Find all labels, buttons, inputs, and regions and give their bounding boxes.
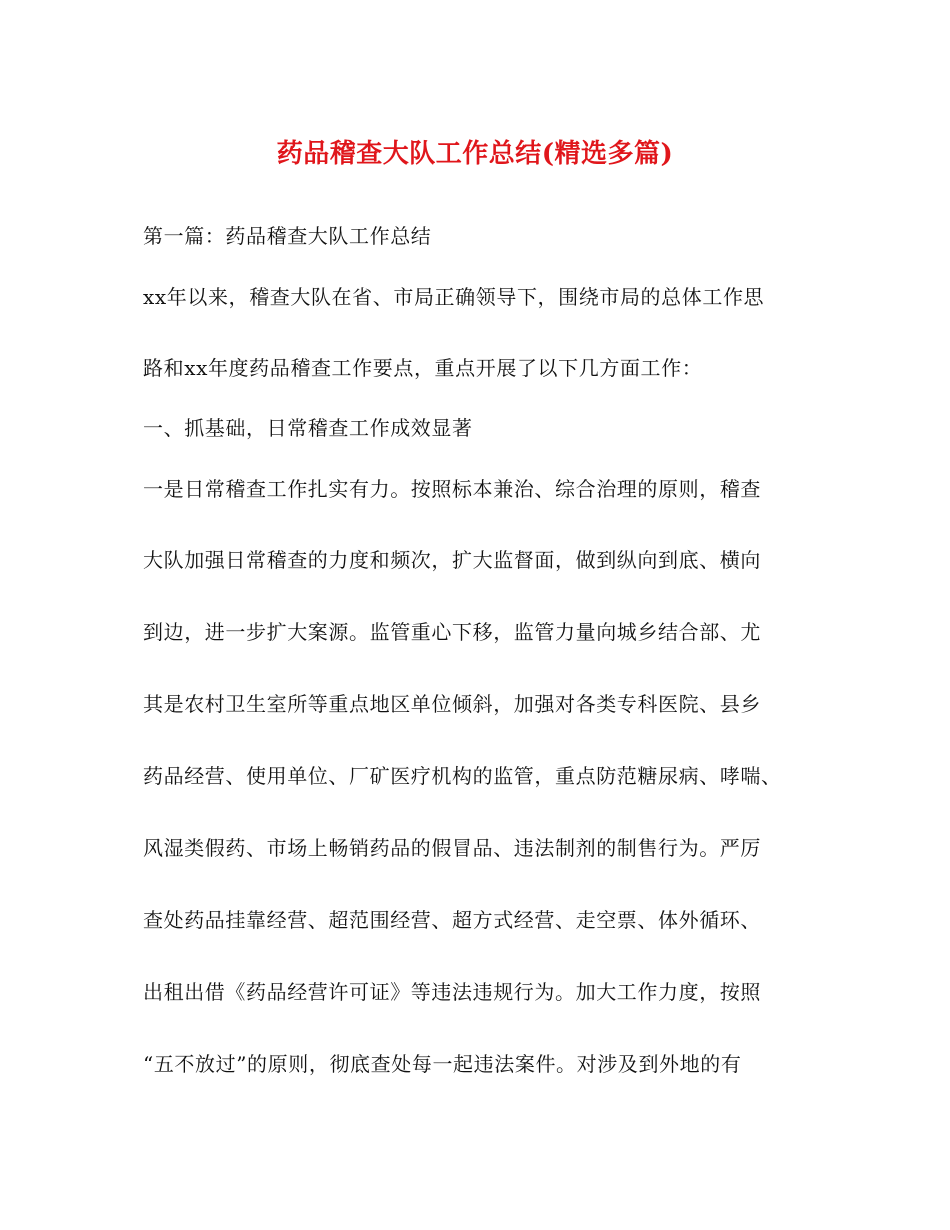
paragraph-line: 查处药品挂靠经营、超范围经营、超方式经营、走空票、体外循环、 — [143, 908, 761, 932]
paragraph-line: 大队加强日常稽查的力度和频次，扩大监督面，做到纵向到底、横向 — [143, 548, 761, 572]
paragraph-line: “五不放过”的原则，彻底查处每一起违法案件。对涉及到外地的有 — [143, 1052, 742, 1076]
paragraph-line: 一是日常稽查工作扎实有力。按照标本兼治、综合治理的原则，稽查 — [143, 477, 761, 501]
paragraph-line: 药品经营、使用单位、厂矿医疗机构的监管，重点防范糖尿病、哮喘、 — [143, 764, 782, 788]
paragraph-line: 到边，进一步扩大案源。监管重心下移，监管力量向城乡结合部、尤 — [143, 620, 761, 644]
paragraph-line: 风湿类假药、市场上畅销药品的假冒品、违法制剂的制售行为。严厉 — [143, 836, 761, 860]
paragraph-line: 路和xx年度药品稽查工作要点，重点开展了以下几方面工作： — [143, 356, 703, 380]
document-title: 药品稽查大队工作总结(精选多篇) — [276, 139, 674, 169]
paragraph-line: 出租出借《药品经营许可证》等违法违规行为。加大工作力度，按照 — [143, 980, 761, 1004]
paragraph-line: 其是农村卫生室所等重点地区单位倾斜，加强对各类专科医院、县乡 — [143, 692, 761, 716]
paragraph-line: xx年以来，稽查大队在省、市局正确领导下，围绕市局的总体工作思 — [143, 285, 765, 309]
section-heading-part-one: 第一篇：药品稽查大队工作总结 — [143, 224, 432, 248]
section-heading-basics: 一、抓基础，日常稽查工作成效显著 — [143, 416, 473, 440]
